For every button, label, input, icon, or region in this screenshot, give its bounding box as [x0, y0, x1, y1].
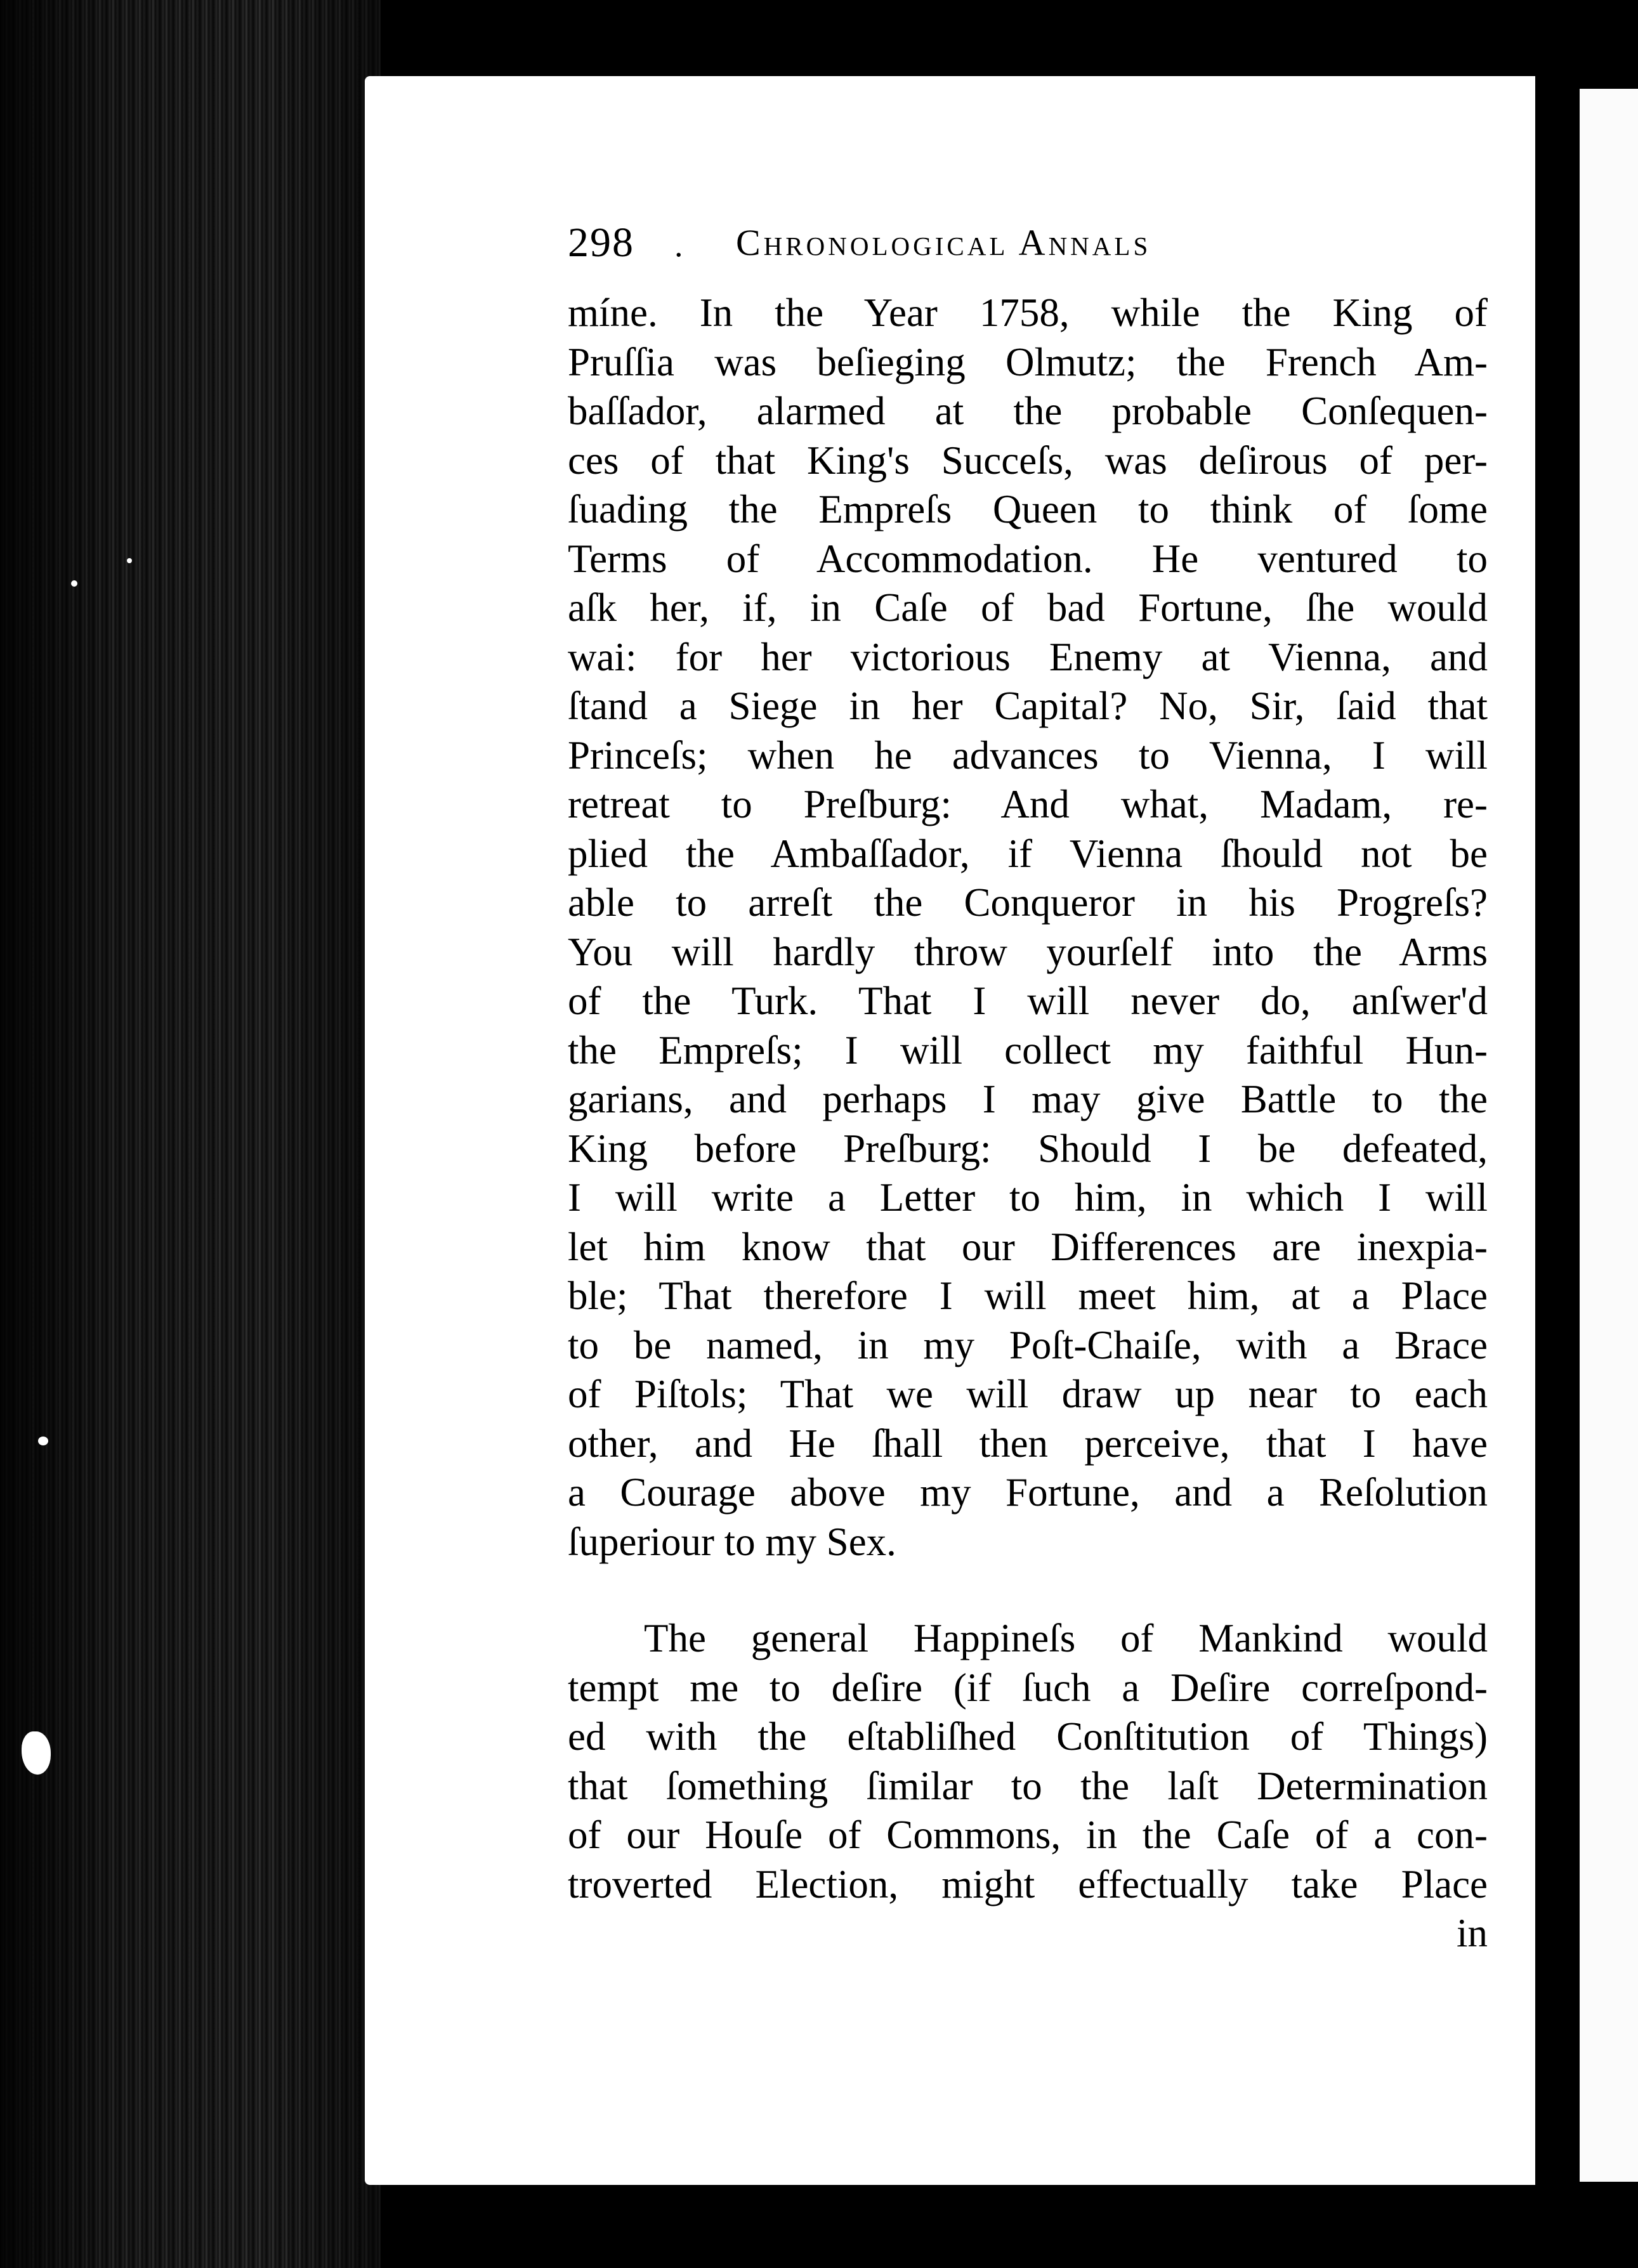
text-line: of our Houſe of Commons, in the Caſe of a con-: [568, 1813, 1488, 1857]
text-line: míne. In the Year 1758, while the King of: [568, 290, 1488, 335]
text-line: Princeſs; when he advances to Vienna, I will: [568, 733, 1488, 778]
text-line: ſuading the Empreſs Queen to think of ſome: [568, 487, 1488, 531]
scan-speck: [127, 558, 132, 563]
text-line: tempt me to deſire (if ſuch a Deſire correſpond-: [568, 1665, 1488, 1710]
page-number: 298: [568, 219, 634, 266]
text-line: Terms of Accommodation. He ventured to: [568, 536, 1488, 581]
header-dot: .: [674, 226, 683, 264]
text-line: of the Turk. That I will never do, anſwer'd: [568, 979, 1488, 1023]
text-line: able to arreſt the Conqueror in his Progreſs?: [568, 880, 1488, 925]
page-header: [568, 219, 1488, 289]
adjacent-page-edge: [1580, 89, 1638, 2182]
text-line: garians, and perhaps I may give Battle to the: [568, 1077, 1488, 1121]
text-line: plied the Ambaſſador, if Vienna ſhould not be: [568, 831, 1488, 876]
text-line: retreat to Preſburg: And what, Madam, re-: [568, 782, 1488, 826]
text-line: ble; That therefore I will meet him, at a Place: [568, 1274, 1488, 1318]
text-line: I will write a Letter to him, in which I will: [568, 1175, 1488, 1220]
text-line: a Courage above my Fortune, and a Reſolution: [568, 1470, 1488, 1515]
running-head: Chronological Annals: [736, 222, 1151, 263]
text-line: of Piſtols; That we will draw up near to each: [568, 1372, 1488, 1416]
text-line: that ſomething ſimilar to the laſt Determination: [568, 1763, 1488, 1808]
body-text: [568, 289, 1488, 1958]
text-line: troverted Election, might effectually take Place: [568, 1861, 1488, 1906]
text-line: King before Preſburg: Should I be defeated,: [568, 1126, 1488, 1171]
scan-speck: [38, 1437, 48, 1445]
catchword: in: [1456, 1911, 1488, 1955]
text-line: ſtand a Siege in her Capital? No, Sir, ſaid that: [568, 684, 1488, 728]
paragraph-gap: [568, 1567, 1488, 1614]
text-line: aſk her, if, in Caſe of bad Fortune, ſhe would: [568, 585, 1488, 630]
text-line: baſſador, alarmed at the probable Conſequen-: [568, 389, 1488, 433]
text-line: ed with the eſtabliſhed Conſtitution of Things): [568, 1714, 1488, 1759]
text-line: the Empreſs; I will collect my faithful Hun-: [568, 1027, 1488, 1072]
text-line: other, and He ſhall then perceive, that I have: [568, 1421, 1488, 1466]
book-edge-shadow: [0, 0, 381, 2268]
text-line: to be named, in my Poſt-Chaiſe, with a Brace: [568, 1322, 1488, 1367]
text-line: ces of that King's Succeſs, was deſirous of per-: [568, 438, 1488, 483]
text-line: The general Happineſs of Mankind would: [644, 1616, 1488, 1660]
page-gutter-right: [1535, 63, 1580, 2268]
text-line: wai: for her victorious Enemy at Vienna, and: [568, 634, 1488, 679]
text-line: You will hardly throw yourſelf into the Arms: [568, 929, 1488, 974]
text-line: Pruſſia was beſieging Olmutz; the French Am-: [568, 339, 1488, 384]
text-line: ſuperiour to my Sex.: [568, 1519, 896, 1564]
text-line: let him know that our Differences are inexpia-: [568, 1224, 1488, 1269]
scan-speck: [71, 580, 77, 587]
